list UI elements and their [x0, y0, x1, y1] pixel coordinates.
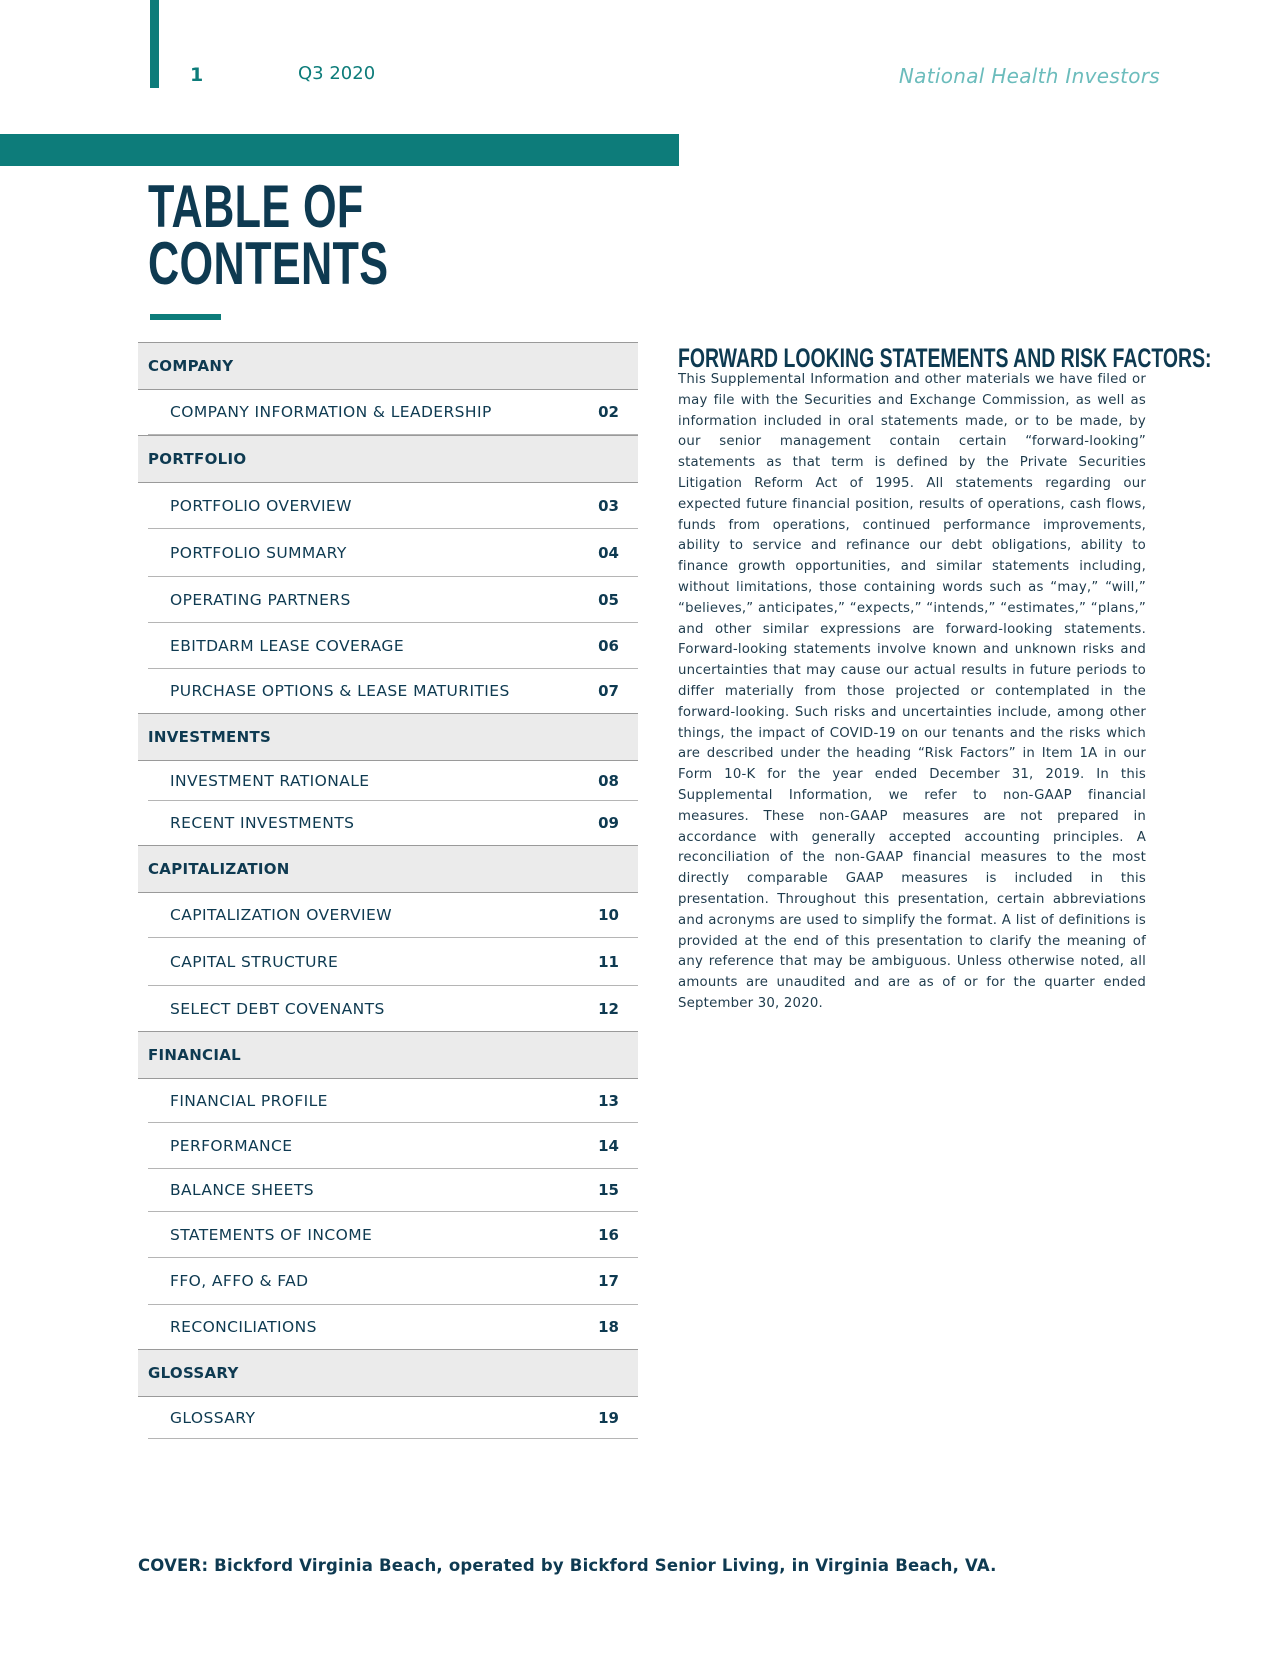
toc-section-title: PORTFOLIO [148, 450, 247, 468]
company-name: National Health Investors [898, 64, 1160, 88]
toc-item-label: RECENT INVESTMENTS [170, 814, 355, 832]
title-underline [150, 314, 221, 320]
toc-item-operating-partners[interactable] [148, 577, 638, 623]
toc-item-label: OPERATING PARTNERS [170, 590, 351, 609]
toc-section-title: GLOSSARY [148, 1364, 239, 1382]
toc-item-label: FINANCIAL PROFILE [170, 1091, 328, 1110]
toc-item-statements-of-income[interactable] [148, 1212, 638, 1258]
toc-item-page: 07 [598, 682, 619, 700]
toc-item-page: 15 [598, 1181, 619, 1199]
toc-item-page: 08 [598, 771, 619, 790]
toc-section-glossary [138, 1349, 638, 1397]
forward-looking-body: This Supplemental Information and other materials we have filed or may file with the Securities and Exchange Commission, as well as information included in oral statements made, or to be made, by our senior management contain certain “forward-looking” statements as that term is defined by the Private Securities Litigation Reform Act of 1995. All statements regarding our expected future financial position, results of operations, cash flows, funds from operations, continued performance improvements, ability to service and refinance our debt obligations, ability to finance growth opportunities, and similar statements including, without limitations, those containing words such as “may,” “will,” “believes,” anticipates,” “expects,” “intends,” “estimates,” “plans,” and other similar expressions are forward-looking statements. Forward-looking statements involve known and unknown risks and uncertainties that may cause our actual results in future periods to differ materially from those projected or contemplated in the forward-looking. Such risks and uncertainties include, among other things, the impact of COVID-19 on our tenants and the risks which are described under the heading “Risk Factors” in Item 1A in our Form 10-K for the year ended December 31, 2019. In this Supplemental Information, we refer to non-GAAP financial measures. These non-GAAP measures are not prepared in accordance with generally accepted accounting principles. A reconciliation of the non-GAAP financial measures to the most directly comparable GAAP measures is included in this presentation. Throughout this presentation, certain abbreviations and acronyms are used to simplify the format. A list of definitions is provided at the end of this presentation to clarify the meaning of any reference that may be ambiguous. Unless otherwise noted, all amounts are unaudited and are as of or for the quarter ended September 30, 2020. [678, 372, 1146, 1011]
toc-item-page: 18 [598, 1318, 619, 1336]
page-title [148, 173, 389, 297]
toc-item-label: EBITDARM LEASE COVERAGE [170, 636, 405, 655]
toc-item-page: 12 [598, 999, 619, 1018]
toc-item-page: 19 [598, 1408, 619, 1427]
toc-item-page: 17 [598, 1272, 619, 1290]
toc-item-label: CAPITAL STRUCTURE [170, 952, 339, 971]
toc-item-page: 10 [598, 906, 619, 924]
toc-section-company [138, 342, 638, 390]
toc-item-label: BALANCE SHEETS [170, 1181, 314, 1199]
toc-item-page: 11 [598, 952, 619, 971]
toc-item-purchase-options[interactable] [148, 669, 638, 713]
header-accent-bar [150, 0, 159, 88]
toc-section-title: INVESTMENTS [148, 728, 272, 746]
toc-item-label: SELECT DEBT COVENANTS [170, 999, 385, 1018]
toc-item-page: 14 [598, 1136, 619, 1155]
toc-item-label: RECONCILIATIONS [170, 1318, 317, 1336]
toc-item-investment-rationale[interactable] [148, 761, 638, 801]
toc-item-portfolio-summary[interactable] [148, 529, 638, 577]
toc-item-capitalization-overview[interactable] [148, 893, 638, 938]
cover-caption: COVER: Bickford Virginia Beach, operated by Bickford Senior Living, in Virginia Beach, VA. [138, 1556, 997, 1575]
toc-item-page: 13 [598, 1091, 619, 1110]
page-title-line-2: CONTENTS [148, 230, 389, 297]
page-title-line-1: TABLE OF [148, 173, 364, 240]
toc-item-label: PERFORMANCE [170, 1136, 293, 1155]
report-quarter: Q3 2020 [298, 63, 376, 84]
toc-section-portfolio [138, 435, 638, 483]
page-number: 1 [190, 64, 204, 86]
toc-item-reconciliations[interactable] [148, 1305, 638, 1349]
toc-item-financial-profile[interactable] [148, 1079, 638, 1123]
toc-item-ffo-affo-fad[interactable] [148, 1258, 638, 1305]
toc-section-capitalization [138, 845, 638, 893]
toc-item-ebitdarm-lease-coverage[interactable] [148, 623, 638, 669]
toc-item-page: 02 [598, 403, 619, 421]
toc-item-portfolio-overview[interactable] [148, 483, 638, 529]
toc-item-label: STATEMENTS OF INCOME [170, 1225, 373, 1244]
toc-item-label: PORTFOLIO OVERVIEW [170, 496, 352, 515]
toc-item-label: COMPANY INFORMATION & LEADERSHIP [170, 403, 492, 421]
toc-item-page: 04 [598, 543, 619, 562]
toc-section-investments [138, 713, 638, 761]
toc-section-title: COMPANY [148, 357, 234, 375]
toc-item-page: 16 [598, 1225, 619, 1244]
toc-item-page: 06 [598, 636, 619, 655]
toc-item-label: GLOSSARY [170, 1408, 256, 1427]
toc-item-balance-sheets[interactable] [148, 1169, 638, 1212]
toc-item-label: FFO, AFFO & FAD [170, 1272, 309, 1290]
toc-section-title: CAPITALIZATION [148, 860, 290, 878]
toc-item-capital-structure[interactable] [148, 938, 638, 986]
toc-section-title: FINANCIAL [148, 1046, 242, 1064]
toc-item-label: CAPITALIZATION OVERVIEW [170, 906, 392, 924]
toc-item-label: PORTFOLIO SUMMARY [170, 543, 347, 562]
toc-item-glossary[interactable] [148, 1397, 638, 1439]
toc-item-select-debt-covenants[interactable] [148, 986, 638, 1031]
table-of-contents [138, 342, 638, 1439]
toc-item-performance[interactable] [148, 1123, 638, 1169]
toc-item-recent-investments[interactable] [148, 801, 638, 845]
forward-looking-heading: FORWARD LOOKING STATEMENTS AND RISK FACTORS: [678, 343, 1212, 373]
toc-item-page: 09 [598, 814, 619, 832]
toc-item-page: 03 [598, 496, 619, 515]
toc-item-label: INVESTMENT RATIONALE [170, 771, 370, 790]
toc-item-company-information[interactable] [148, 390, 638, 435]
toc-item-label: PURCHASE OPTIONS & LEASE MATURITIES [170, 682, 510, 700]
toc-section-financial [138, 1031, 638, 1079]
toc-item-page: 05 [598, 590, 619, 609]
title-band [0, 134, 679, 166]
